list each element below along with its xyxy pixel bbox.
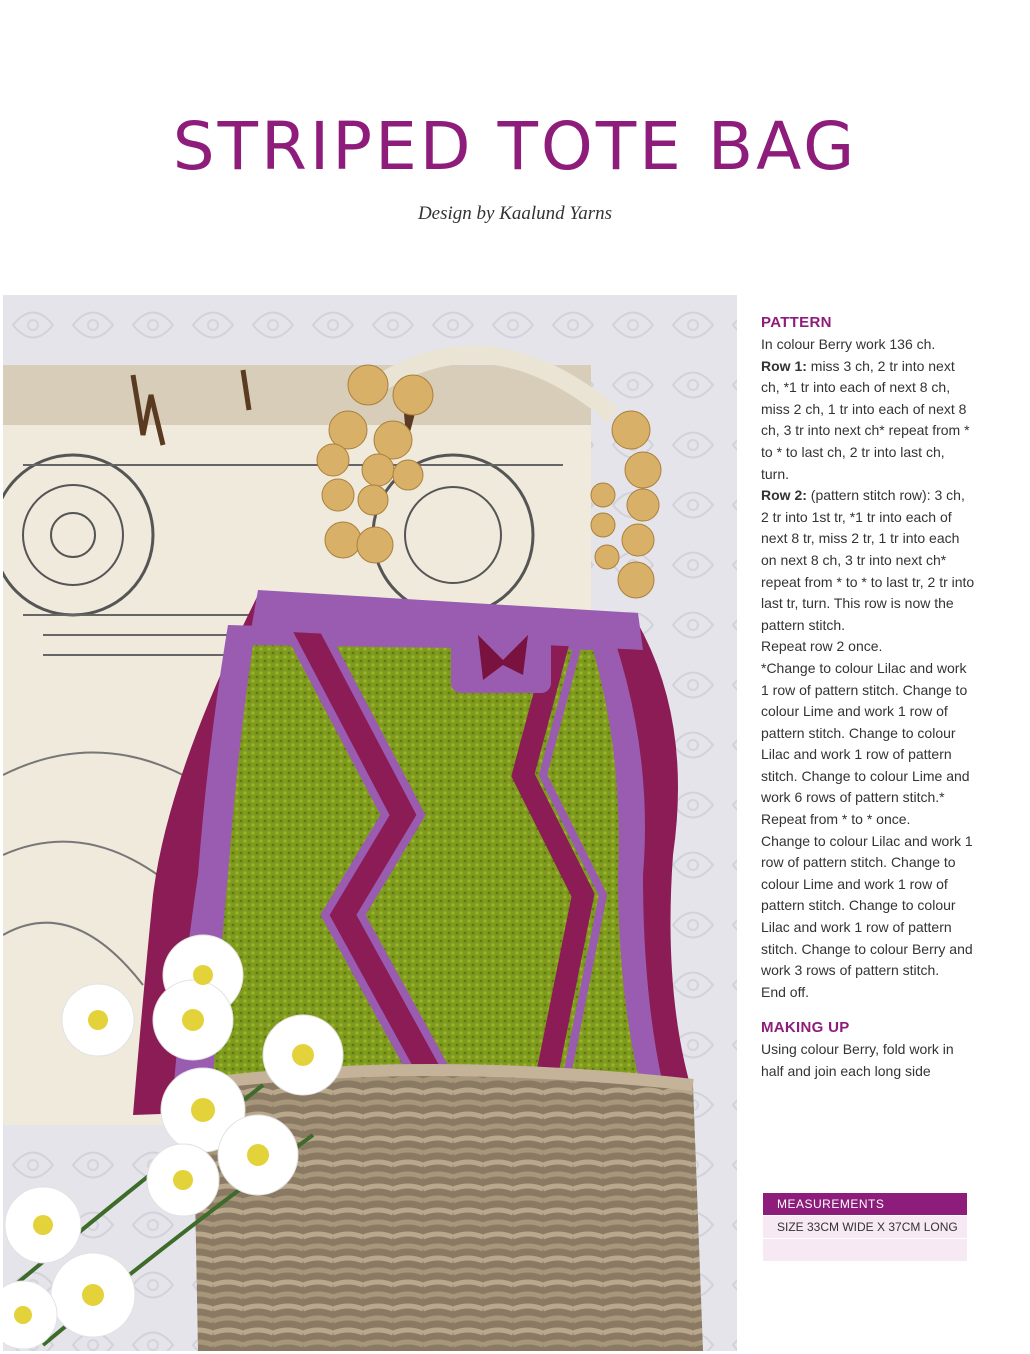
pattern-repeat-block: *Change to colour Lilac and work 1 row of pattern stitch. Change to colour Lime and work 1 row of pattern stitch. Change to colour Lilac and work 1 row of pattern stitch. Change to colour Lime and work 6 rows of pattern stitch.* Repeat from * to * once. bbox=[761, 659, 970, 828]
measurements-size: SIZE 33CM WIDE X 37CM LONG bbox=[763, 1216, 967, 1238]
row-2-text: (pattern stitch row): 3 ch, 2 tr into 1st tr, *1 tr into each of next 8 tr, miss 2 tr, 1 tr into each on next 8 ch, 3 tr into next ch* repeat from * to * to last tr, 2 tr into last tr, turn. This row is now the pattern stitch. bbox=[761, 487, 975, 633]
pattern-row-2 bbox=[761, 485, 976, 636]
designer-byline: Design by Kaalund Yarns bbox=[417, 203, 613, 224]
making-up-text: Using colour Berry, fold work in half and join each long side bbox=[761, 1041, 954, 1079]
row-2-label: Row 2: bbox=[761, 487, 807, 504]
pattern-finish-block: Change to colour Lilac and work 1 row of pattern stitch. Change to colour Lime and work 1 row of pattern stitch. Change to colour Lilac and work 1 row of pattern stitch. Change to colour Berry and work 3 rows of pattern stitch. bbox=[761, 832, 973, 979]
measurements-empty-row bbox=[763, 1239, 967, 1261]
measurements-box bbox=[763, 1193, 967, 1261]
tote-bag-photo bbox=[3, 295, 737, 1351]
pattern-row-1 bbox=[761, 356, 976, 486]
pattern-heading: PATTERN bbox=[761, 314, 832, 331]
pattern-intro: In colour Berry work 136 ch. bbox=[761, 336, 936, 352]
measurements-heading: MEASUREMENTS bbox=[763, 1193, 967, 1215]
page-title: STRIPED TOTE BAG bbox=[172, 108, 858, 185]
row-1-label: Row 1: bbox=[761, 357, 807, 374]
making-up-heading: MAKING UP bbox=[761, 1019, 850, 1037]
pattern-repeat-row-2: Repeat row 2 once. bbox=[761, 638, 883, 655]
row-1-text: miss 3 ch, 2 tr into next ch, *1 tr into each of next 8 ch, miss 2 ch, 1 tr into each of next 8 ch, 3 tr into next ch* repeat from * to * to last ch, 2 tr into last ch, turn. bbox=[761, 357, 970, 482]
pattern-end: End off. bbox=[761, 983, 810, 1000]
pattern-column bbox=[761, 312, 976, 1083]
